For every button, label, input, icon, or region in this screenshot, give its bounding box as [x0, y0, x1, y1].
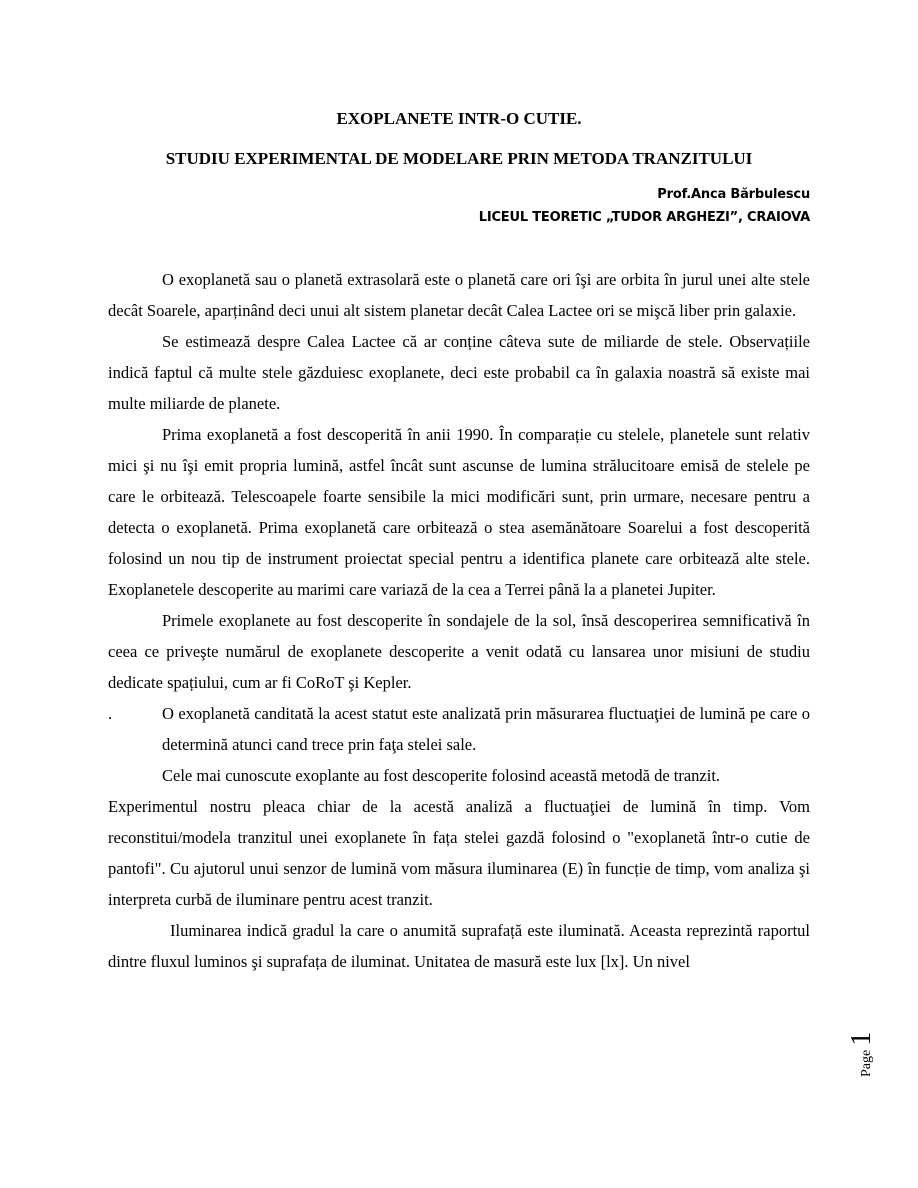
body-text [108, 264, 810, 977]
paragraph-known-exoplanets: Cele mai cunoscute exoplante au fost descoperite folosind această metodă de tranzit. [162, 766, 721, 785]
page-label: Page [859, 1049, 874, 1077]
paragraph-transit-analysis-text: O exoplanetă canditată la acest statut este analizată prin măsurarea fluctuaţiei de lumină pe care o determină atunci cand trece prin faţa stelei sale. [162, 704, 810, 754]
document-subtitle: STUDIU EXPERIMENTAL DE MODELARE PRIN METODA TRANZITULUI [165, 149, 753, 168]
paragraph-exoplanet-definition: O exoplanetă sau o planetă extrasolară este o planetă care ori îşi are orbita în jurul unei alte stele decât Soarele, aparținând deci unui alt sistem planetar decât Calea Lactee ori se mişcă liber prin galaxie. [108, 270, 810, 320]
author-name: Prof.Anca Bărbulescu [657, 187, 810, 202]
paragraph-experiment: Experimentul nostru pleaca chiar de la acestă analiză a fluctuaţiei de lumină în timp. Vom reconstitui/modela tranzitul unei exoplanete în fața stelei gazdă folosind o "exoplanetă într-o cutie de pantofi". Cu ajutorul unui senzor de lumină vom măsura iluminarea (E) în funcție de timp, vom analiza şi interpreta curbă de iluminare pentru acest tranzit. [108, 797, 810, 909]
paragraph-discovery-missions: Primele exoplanete au fost descoperite în sondajele de la sol, însă descoperirea semnificativă în ceea ce priveşte numărul de exoplanete descoperite a venit odată cu lansarea unor misiuni de studiu dedicate spațiului, cum ar fi CoRoT şi Kepler. [108, 611, 810, 692]
stray-dot: . [108, 704, 113, 723]
paragraph-milky-way-estimate: Se estimează despre Calea Lactee că ar conține câteva sute de miliarde de stele. Observațiile indică faptul că multe stele găzduiesc exoplanete, deci este probabil ca în galaxia noastră să existe mai multe miliarde de planete. [108, 332, 810, 413]
school-name: LICEUL TEORETIC „TUDOR ARGHEZI”, CRAIOVA [478, 210, 810, 225]
document-title: EXOPLANETE INTR-O CUTIE. [336, 109, 582, 128]
paragraph-first-exoplanet: Prima exoplanetă a fost descoperită în anii 1990. În comparație cu stelele, planetele sunt relativ mici şi nu îşi emit propria lumină, astfel încât sunt ascunse de lumina strălucitoare emisă de stelele pe care le orbitează. Telescoapele foarte sensibile la mici modificări sunt, prin urmare, necesare pentru a detecta o exoplanetă. Prima exoplanetă care orbitează o stea asemănătoare Soarelui a fost descoperită folosind un nou tip de instrument proiectat special pentru a identifica planete care orbitează alte stele. Exoplanetele descoperite au marimi care variază de la cea a Terrei până la a planetei Jupiter. [108, 425, 810, 599]
paragraph-transit-analysis [108, 698, 810, 760]
page-number [846, 1025, 886, 1080]
paragraph-illuminance: Iluminarea indică gradul la care o anumită suprafață este iluminată. Aceasta reprezintă raportul dintre fluxul luminos şi suprafața de iluminat. Unitatea de masură este lux [lx]. Un nivel [108, 921, 810, 971]
page-digit: 1 [846, 1031, 877, 1046]
